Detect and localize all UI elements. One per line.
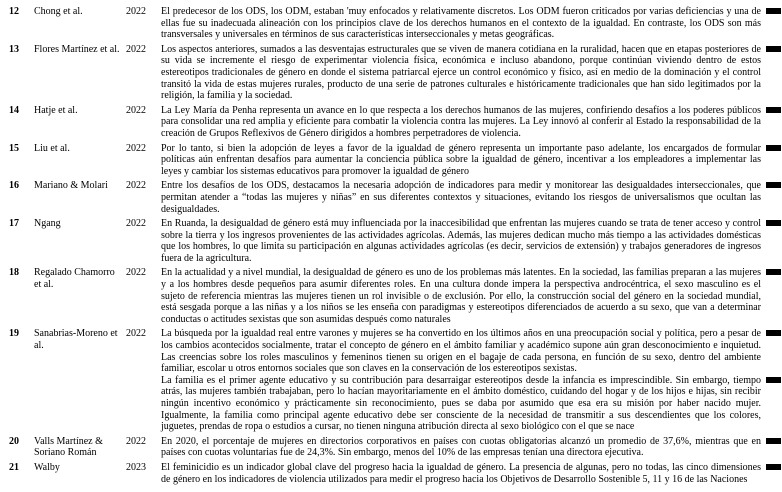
edge-mark [766,438,781,444]
row-number: 14 [9,104,19,116]
author-cell: Walby [34,461,60,473]
quote-paragraph [161,436,761,459]
table-row [9,462,761,485]
edge-mark [766,220,781,226]
year-cell: 2023 [126,461,146,473]
quote-text: Por lo tanto, si bien la adopción de leyes a favor de la igualdad de género representa un importante paso adelante, los encargados de formular políticas aún enfrentan desafíos para aumentar la conciencia pública sobre la igualdad de género, incentivar a los empleadores a implementar las leyes y cambiar los sistemas educativos para promover la igualdad de género [161,142,761,177]
quote-text: La búsqueda por la igualdad real entre varones y mujeres se ha convertido en los últimos años en una preocupación social y política, pero a pesar de los cambios acontecidos socialmente, tratar el concepto de género en el ámbito familiar y académico supone aún gran desconocimiento e inquietud. Las creencias sobre los roles masculinos y femeninos tienen su origen en el bagaje de cada persona, en función de su sexo, dentro del ambiente familiar, escolar u otros entornos sociales que son claves en la conservación de los estereotipos sexistas. [161,328,761,375]
edge-mark [766,269,781,275]
quote-text: La familia es el primer agente educativo y su contribución para desarraigar estereotipos desde la infancia es imprescindible. Sin embargo, tiempo atrás, las mujeres también trabajaban, pero lo hacían mayoritariamente en el ámbito doméstico, cuidando del hogar y de los hijos e hijas, sin recibir ningún incentivo económico y prácticamente sin reconocimiento, pues se daba por asumido que esa era su misión por haber nacido mujer. Igualmente, la familia como principal agente educativo debe ser consciente de la necesidad de transmitir a sus descendientes que los colores, juguetes, prendas de ropa o estudios a cursar, no tienen ninguna atribución directa al sexo biológico con el que se nace [161,374,761,433]
edge-mark [766,107,781,113]
row-number: 19 [9,328,19,340]
table-row [9,180,761,215]
author-cell: Sanabrias-Moreno et al. [34,328,118,352]
edge-mark [766,145,781,151]
table-row [9,267,761,325]
author-cell: Liu et al. [34,142,70,154]
table-row [9,218,761,264]
quote-text: En 2020, el porcentaje de mujeres en directorios corporativos en países con cuotas obligatorias alcanzó un promedio de 37,6%, mientras que en países con cuotas voluntarias fue de 24,3%. Sin embargo, menos del 10% de las empresas tenían una directora ejecutiva. [161,435,761,459]
year-cell: 2022 [126,218,146,230]
quote-text: El predecesor de los ODS, los ODM, estaban 'muy enfocados y relativamente discretos. Los ODM fueron criticados por varias deficiencias y una de ellas fue su inadecuada alineación con los principios clave de los derechos humanos en el contexto de la igualdad. En contraste, los ODS son más transversales y universales en términos de sus características interseccionales y metas geográficas. [161,6,761,41]
quote-cell [161,105,761,140]
quote-cell [161,143,761,178]
row-number: 17 [9,218,19,230]
table-row [9,6,761,41]
year-cell: 2022 [126,435,146,447]
edge-mark [766,182,781,188]
edge-mark [766,377,781,383]
row-number: 20 [9,435,19,447]
quote-cell [161,218,761,264]
quote-text: Los aspectos anteriores, sumados a las desventajas estructurales que se viven de manera cotidiana en la ruralidad, hacen que en etapas posteriores de su vida se incremente el riesgo de experimentar violencia física, económica e incluso abandono, porque continúan viviendo dentro de estos estereotipos tradicionales de género en donde el sistema patriarcal ejerce un control económico y físico, así en medio de la dominación y el control transitó la vida de estas mujeres rurales, producto de una serie de patrones culturales e históricamente tradicionales que han sido legitimados por la religión, la familia y la sociedad. [161,43,761,102]
quote-paragraph [161,44,761,102]
quote-cell [161,180,761,215]
table-row [9,436,761,459]
quote-cell [161,44,761,102]
table-row [9,328,761,432]
quote-paragraph [161,328,761,374]
row-number: 15 [9,142,19,154]
quote-cell [161,267,761,325]
year-cell: 2022 [126,6,146,17]
quote-text: El feminicidio es un indicador global clave del progreso hacia la igualdad de género. La presencia de algunas, pero no todas, las cinco dimensiones de género en los indicadores de violencia utilizados para medir el progreso hacia los Objetivos de Desarrollo Sostenible 5, 11 y 16 de las Naciones [161,461,761,485]
quote-cell [161,328,761,432]
edge-mark [766,464,781,470]
quote-text: En Ruanda, la desigualdad de género está muy influenciada por la inaccesibilidad que enfrentan las mujeres cuando se trata de tener acceso y control sobre la tierra y los ingresos provenientes de las actividades agrícolas. Además, las mujeres dedican mucho más tiempo a las actividades domésticas que los hombres, lo que limita su participación en algunas actividades agrícolas (es decir, servicios de extensión) y trabajos generadores de ingresos fuera de la agricultura. [161,218,761,264]
edge-mark [766,330,781,336]
quote-paragraph [161,180,761,215]
row-number: 12 [9,6,19,17]
author-cell: Regalado Chamorro et al. [34,267,115,291]
quote-paragraph [161,267,761,325]
year-cell: 2022 [126,267,146,279]
edge-mark [766,46,781,52]
quote-paragraph [161,218,761,264]
author-cell: Hatje et al. [34,104,78,116]
table-row [9,143,761,178]
quote-paragraph [161,6,761,41]
row-number: 18 [9,267,19,279]
quote-text: Entre los desafíos de los ODS, destacamos la necesaria adopción de indicadores para medir y monitorear las desigualdades interseccionales, que permitan atender a “todas las mujeres y niñas” en sus diferentes contextos y situaciones, evitando los riesgos de universalismos que ocultan las desigualdades. [161,180,761,215]
author-cell: Flores Martínez et al. [34,43,120,55]
quote-paragraph [161,375,761,433]
quote-text: En la actualidad y a nivel mundial, la desigualdad de género es uno de los problemas más latentes. En la sociedad, las familias preparan a las mujeres y a los hombres desde pequeños para asumir diferentes roles. En una cultura donde impera la perspectiva androcéntrica, el sexo masculino es el sujeto de referencia mientras las mujeres tienen un rol invisible o de exclusión. Por ello, la construcción social del género en la sociedad mundial, está sesgada porque a las niñas y a los niños se les enseña con paradigmas y estereotipos diferenciados de acuerdo a su sexo, que van a determinar conductas o actitudes sexistas que son asumidas después como naturales [161,267,761,325]
quote-cell [161,6,761,41]
author-cell: Valls Martínez & Soriano Román [34,435,103,459]
row-number: 16 [9,180,19,192]
table-row [9,44,761,102]
quote-paragraph [161,143,761,178]
row-number: 21 [9,461,19,473]
year-cell: 2022 [126,180,146,192]
year-cell: 2022 [126,104,146,116]
author-cell: Chong et al. [34,6,83,17]
row-number: 13 [9,43,19,55]
year-cell: 2022 [126,328,146,340]
quote-paragraph [161,105,761,140]
year-cell: 2022 [126,142,146,154]
author-cell: Ngang [34,218,61,230]
quote-paragraph [161,462,761,485]
edge-mark [766,8,781,14]
table-row [9,105,761,140]
quote-cell [161,436,761,459]
quote-cell [161,462,761,485]
quote-text: La Ley María da Penha representa un avance en lo que respecta a los derechos humanos de las mujeres, confiriendo desafíos a los poderes públicos para consolidar una red amplia y eficiente para combatir la violencia contra las mujeres. La Ley innovó al conferir al Estado la responsabilidad de la creación de Grupos Reflexivos de Género dirigidos a hombres perpetradores de violencia. [161,104,761,139]
author-cell: Mariano & Molari [34,180,108,192]
year-cell: 2022 [126,43,146,55]
